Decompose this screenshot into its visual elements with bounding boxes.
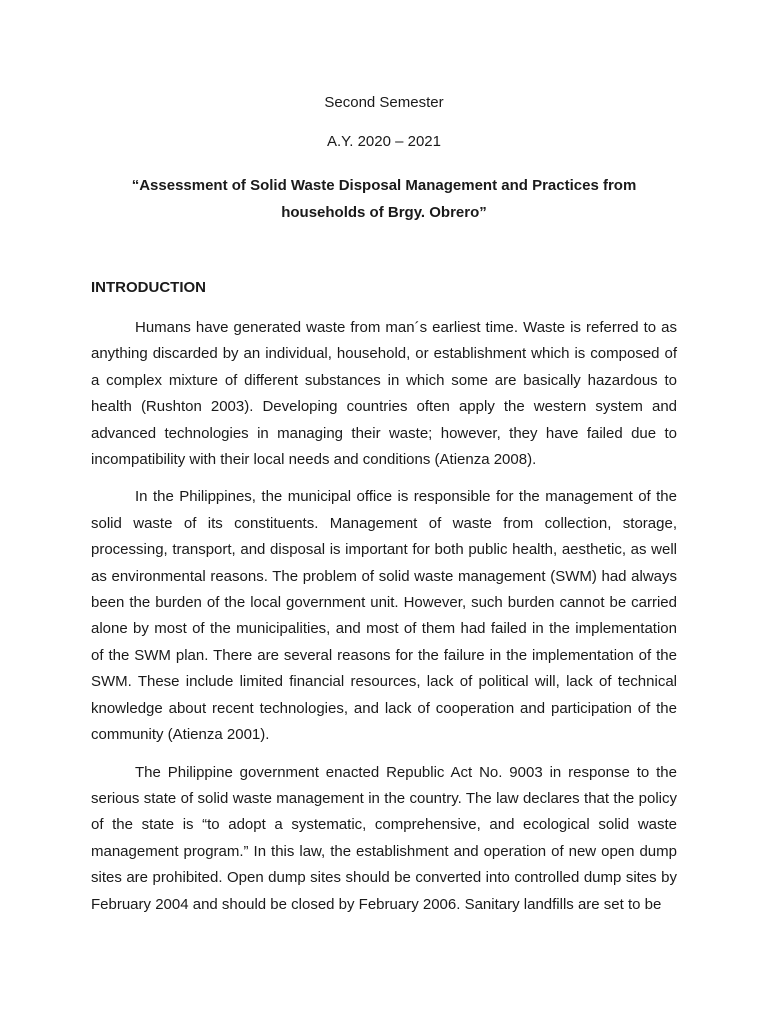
section-heading: INTRODUCTION: [91, 279, 206, 296]
academic-year-label: A.Y. 2020 – 2021: [327, 133, 441, 150]
section-body: [91, 315, 677, 929]
paragraph: In the Philippines, the municipal office is responsible for the management of the solid waste of its constituents. Management of waste from collection, storage, processing, transport, and disposal is important for both public health, aesthetic, as well as environmental reasons. The problem of solid waste management (SWM) had always been the burden of the local government unit. However, such burden cannot be carried alone by most of the municipalities, and most of them had failed in the implementation of the SWM plan. There are several reasons for the failure in the implementation of the SWM. These include limited financial resources, lack of political will, lack of technical knowledge about recent technologies, and lack of cooperation and participation of the community (Atienza 2001).: [91, 488, 677, 744]
paragraph: The Philippine government enacted Republic Act No. 9003 in response to the serious state of solid waste management in the country. The law declares that the policy of the state is “to adopt a systematic, comprehensive, and ecological solid waste management program.” In this law, the establishment and operation of new open dump sites are prohibited. Open dump sites should be converted into controlled dump sites by February 2004 and should be closed by February 2006. Sanitary landfills are set to be: [91, 763, 677, 913]
document-title: “Assessment of Solid Waste Disposal Management and Practices from households of Brgy. Obrero”: [131, 177, 637, 221]
semester-label: Second Semester: [324, 94, 444, 111]
paragraph: Humans have generated waste from man´s earliest time. Waste is referred to as anything discarded by an individual, household, or establishment which is composed of a complex mixture of different substances in which some are basically hazardous to health (Rushton 2003). Developing countries often apply the western system and advanced technologies in managing their waste; however, they have failed due to incompatibility with their local needs and conditions (Atienza 2008).: [91, 319, 677, 469]
